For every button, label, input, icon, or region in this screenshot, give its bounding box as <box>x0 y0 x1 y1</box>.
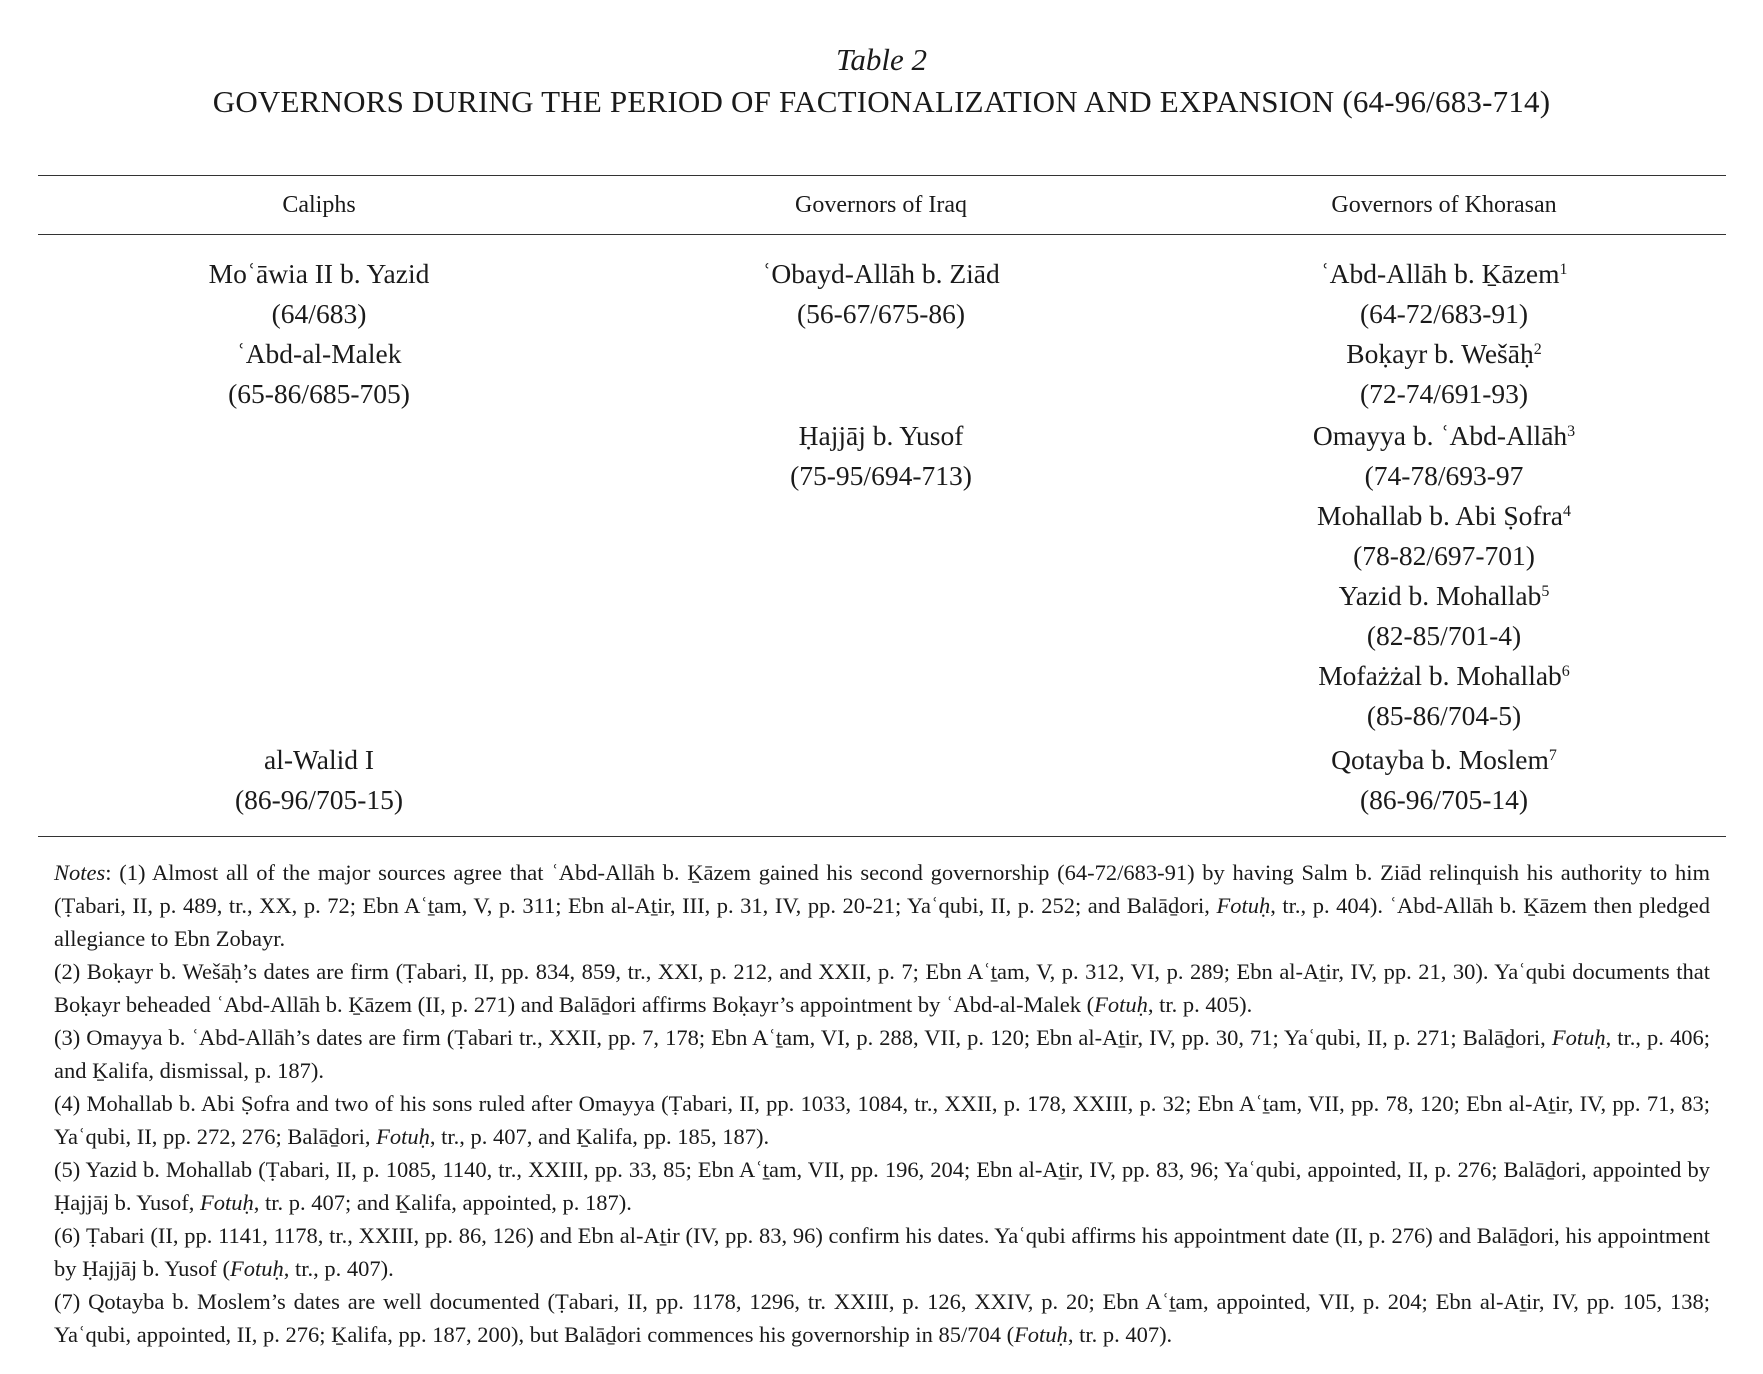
note-3: (3) Omayya b. ʿAbd-Allāh’s dates are firm (Ṭabari tr., XXII, pp. 7, 178; Ebn Aʿṯam, VI, p. 288, VII, p. 120; Ebn al-Aṯir, IV, pp. 30, 71; Yaʿqubi, II, p. 271; Balāḏori, Fotuḥ, tr., p. 406; and Ḵalifa, dismissal, p. 187). <box>54 1025 1710 1083</box>
governor-name: Mofażżal b. Mohallab <box>1318 660 1562 691</box>
table-title: GOVERNORS DURING THE PERIOD OF FACTIONALIZATION AND EXPANSION (64-96/683-714) <box>212 84 1551 119</box>
governor-name: Mohallab b. Abi Ṣofra <box>1317 500 1563 531</box>
governor-name: ʿObayd-Allāh b. Ziād <box>762 258 1000 289</box>
caliph-dates: (86-96/705-15) <box>234 784 404 816</box>
note-7: (7) Qotayba b. Moslem’s dates are well documented (Ṭabari, II, pp. 1178, 1296, tr. XXIII, p. 126, XXIV, p. 20; Ebn Aʿṯam, appointed, VII, p. 204; Ebn al-Aṯir, IV, pp. 105, 138; Yaʿqubi, appointed, II, p. 276; Ḵalifa, pp. 187, 200), but Balāḏori commences his governorship in 85/704 (Fotuḥ, tr. p. 407). <box>54 1289 1710 1347</box>
footnote-marker: 3 <box>1567 423 1576 440</box>
source-title: Fotuḥ <box>230 1256 284 1281</box>
governor-name: Ḥajjāj b. Yusof <box>798 420 964 451</box>
khorasan-governor-entry <box>1162 334 1726 415</box>
footnote-marker: 6 <box>1561 663 1570 680</box>
governor-dates: (78-82/697-701) <box>1353 540 1535 572</box>
note-2: (2) Boḳayr b. Wešāḥ’s dates are firm (Ṭabari, II, pp. 834, 859, tr., XXI, p. 212, and XXII, p. 7; Ebn Aʿṯam, V, p. 312, VI, p. 289; Ebn al-Aṯir, IV, pp. 21, 30). Yaʿqubi documents that Boḳayr beheaded ʿAbd-Allāh b. Ḵāzem (II, p. 271) and Balāḏori affirms Boḳayr’s appointment by ʿAbd-al-Malek (Fotuḥ, tr. p. 405). <box>54 959 1710 1017</box>
governor-dates: (85-86/704-5) <box>1366 700 1522 732</box>
header-caliphs: Caliphs <box>282 192 356 218</box>
khorasan-governor-entry <box>1162 496 1726 577</box>
source-title: Fotuḥ <box>200 1190 254 1215</box>
caliph-dates: (64/683) <box>271 298 367 330</box>
governor-dates: (74-78/693-97 <box>1364 460 1524 492</box>
source-title: Fotuḥ <box>1216 893 1271 918</box>
caliph-entry <box>38 740 600 821</box>
footnote-marker: 2 <box>1533 341 1542 358</box>
note-1: Notes: (1) Almost all of the major sources agree that ʿAbd-Allāh b. Ḵāzem gained his second governorship (64-72/683-91) by having Salm b. Ziād relinquish his authority to him (Ṭabari, II, p. 489, tr., XX, p. 72; Ebn Aʿṯam, V, p. 311; Ebn al-Aṯir, III, p. 31, IV, pp. 20-21; Yaʿqubi, II, p. 252; and Balāḏori, Fotuḥ, tr., p. 404). ʿAbd-Allāh b. Ḵāzem then pledged allegiance to Ebn Zobayr. <box>54 860 1711 951</box>
notes-section <box>54 856 1710 1351</box>
governor-name: Qotayba b. Moslem <box>1331 744 1549 775</box>
source-title: Fotuḥ <box>376 1124 430 1149</box>
governor-name: Omayya b. ʿAbd-Allāh <box>1312 420 1568 451</box>
footnote-marker: 5 <box>1541 583 1550 600</box>
table-caption <box>0 42 1763 120</box>
note-4: (4) Mohallab b. Abi Ṣofra and two of his sons ruled after Omayya (Ṭabari, II, pp. 1033, 1084, tr., XXII, p. 178, XXIII, p. 32; Ebn Aʿṯam, VII, pp. 78, 120; Ebn al-Aṯir, IV, pp. 71, 83; Yaʿqubi, II, pp. 272, 276; Balāḏori, Fotuḥ, tr., p. 407, and Ḵalifa, pp. 185, 187). <box>54 1091 1710 1149</box>
governor-dates: (82-85/701-4) <box>1366 620 1522 652</box>
khorasan-governor-entry <box>1162 416 1726 497</box>
caliph-name: al-Walid I <box>263 744 375 775</box>
khorasan-governor-entry <box>1162 254 1726 335</box>
governor-dates: (86-96/705-14) <box>1359 784 1529 816</box>
footnote-marker: 1 <box>1559 261 1568 278</box>
governor-dates: (72-74/691-93) <box>1359 378 1529 410</box>
caliph-entry <box>38 334 600 415</box>
header-governors-iraq: Governors of Iraq <box>795 192 967 218</box>
governor-dates: (64-72/683-91) <box>1359 298 1529 330</box>
khorasan-governor-entry <box>1162 576 1726 657</box>
source-title: Fotuḥ <box>1551 1025 1606 1050</box>
note-6: (6) Ṭabari (II, pp. 1141, 1178, tr., XXIII, pp. 86, 126) and Ebn al-Aṯir (IV, pp. 83, 96) confirm his dates. Yaʿqubi affirms his appointment date (II, p. 276) and Balāḏori, his appointment by Ḥajjāj b. Yusof (Fotuḥ, tr., p. 407). <box>54 1223 1710 1281</box>
caliph-name: ʿAbd-al-Malek <box>236 338 402 369</box>
top-rule <box>38 175 1726 176</box>
footnote-marker: 4 <box>1562 503 1571 520</box>
governor-dates: (56-67/675-86) <box>796 298 966 330</box>
caliph-dates: (65-86/685-705) <box>228 378 410 410</box>
table-label: Table 2 <box>835 42 928 77</box>
source-title: Fotuḥ <box>1094 992 1148 1017</box>
footnote-marker: 7 <box>1548 747 1557 764</box>
caliph-entry <box>38 254 600 335</box>
notes-label: Notes <box>54 860 106 885</box>
note-5: (5) Yazid b. Mohallab (Ṭabari, II, p. 1085, 1140, tr., XXIII, pp. 33, 85; Ebn Aʿṯam, VII, pp. 196, 204; Ebn al-Aṯir, IV, pp. 83, 96; Yaʿqubi, appointed, II, p. 276; Balāḏori, appointed by Ḥajjāj b. Yusof, Fotuḥ, tr. p. 407; and Ḵalifa, appointed, p. 187). <box>54 1157 1710 1215</box>
source-title: Fotuḥ <box>1014 1322 1068 1347</box>
header-governors-khorasan: Governors of Khorasan <box>1331 192 1557 218</box>
governor-dates: (75-95/694-713) <box>790 460 972 492</box>
governor-name: Yazid b. Mohallab <box>1338 580 1542 611</box>
iraq-governor-entry <box>600 254 1162 335</box>
khorasan-governor-entry <box>1162 656 1726 737</box>
iraq-governor-entry <box>600 416 1162 497</box>
governor-name: ʿAbd-Allāh b. Ḵāzem <box>1320 258 1560 289</box>
governor-name: Boḳayr b. Wešāḥ <box>1346 338 1534 369</box>
bottom-rule <box>38 836 1726 837</box>
header-rule <box>38 234 1726 235</box>
khorasan-governor-entry <box>1162 740 1726 821</box>
caliph-name: Moʿāwia II b. Yazid <box>208 258 430 289</box>
